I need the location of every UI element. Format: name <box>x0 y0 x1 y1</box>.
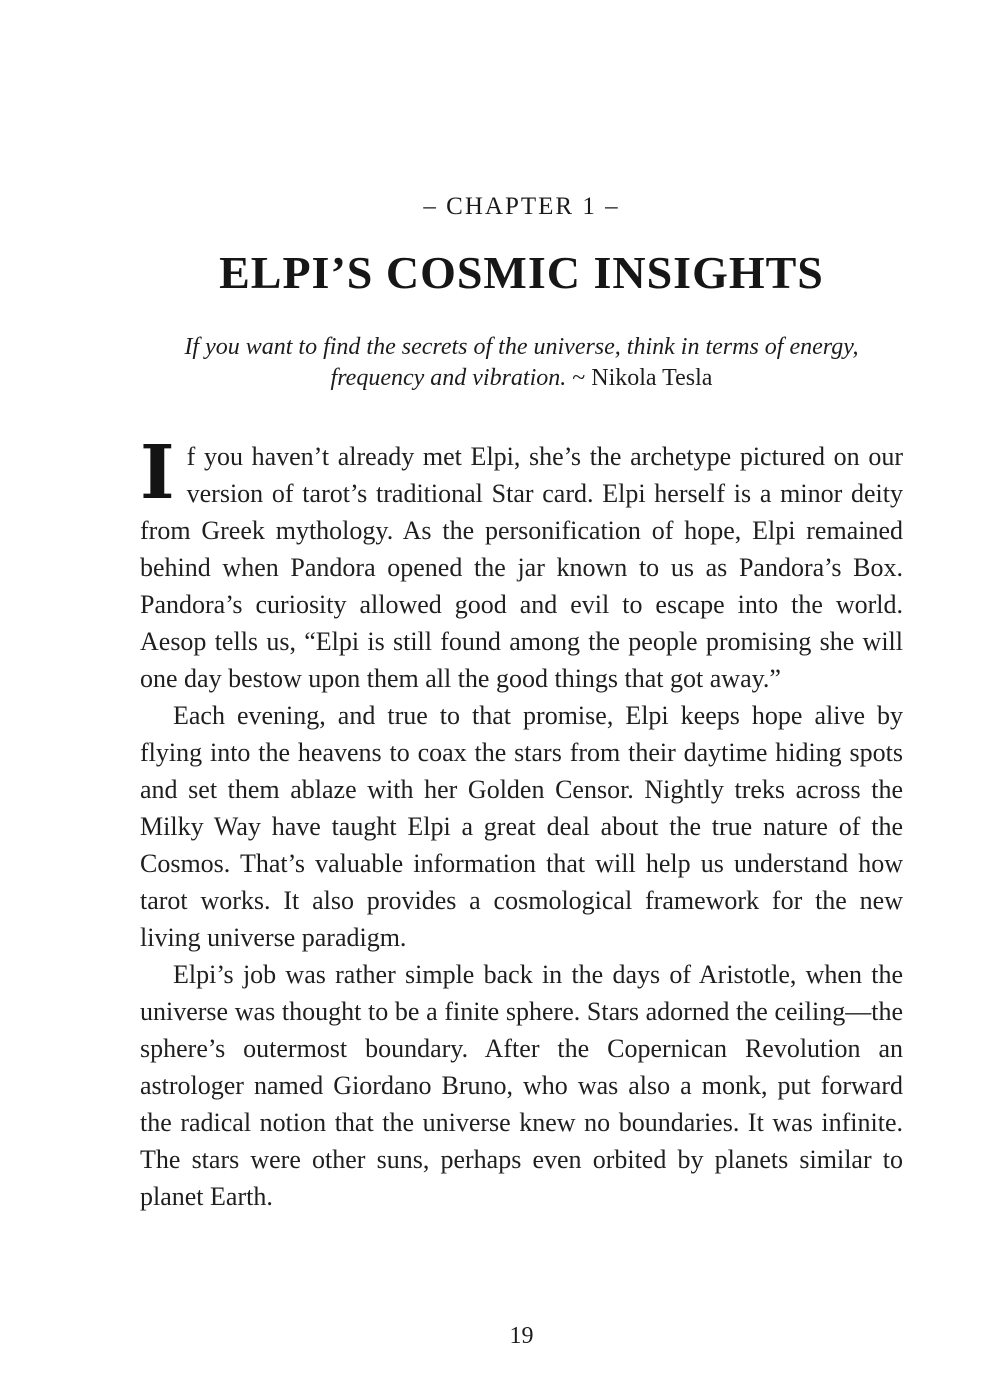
chapter-header <box>140 193 903 298</box>
paragraph-1 <box>140 430 903 697</box>
epigraph <box>177 332 867 394</box>
page-footer <box>140 1323 903 1350</box>
paragraph-2-text: Each evening, and true to that promise, Elpi keeps hope alive by flying into the heavens to coax the stars from their daytime hiding spots and set them ablaze with her Golden Censor. Nightly treks across the Milky Way have taught Elpi a great deal about the true nature of the Cosmos. That’s valuable information that will help us understand how tarot works. It also provides a cosmological framework for the new living universe paradigm. <box>140 701 903 953</box>
chapter-body <box>140 430 903 1215</box>
chapter-label: – CHAPTER 1 – <box>423 193 620 220</box>
drop-cap: I <box>140 430 175 517</box>
paragraph-1-text: f you haven’t already met Elpi, she’s the archetype pictured on our version of tarot’s traditional Star card. Elpi herself is a minor deity from Greek mythology. As the personification of hope, Elpi remained behind when Pandora opened the jar known to us as Pandora’s Box. Pandora’s curiosity allowed good and evil to escape into the world. Aesop tells us, “Elpi is still found among the people promising she will one day bestow upon them all the good things that got away.” <box>140 442 903 694</box>
epigraph-quote: If you want to find the secrets of the universe, think in terms of energy, frequency and vibration. <box>184 334 859 392</box>
paragraph-3 <box>140 956 903 1215</box>
chapter-title: ELPI’S COSMIC INSIGHTS <box>219 246 824 298</box>
paragraph-2 <box>140 697 903 956</box>
paragraph-3-text: Elpi’s job was rather simple back in the days of Aristotle, when the universe was thought to be a finite sphere. Stars adorned the ceiling—the sphere’s outermost boundary. After the Copernican Revolution an astrologer named Giordano Bruno, who was also a monk, put forward the radical notion that the universe knew no boundaries. It was infinite. The stars were other suns, perhaps even orbited by planets similar to planet Earth. <box>140 960 903 1212</box>
epigraph-attribution: Nikola Tesla <box>591 365 713 392</box>
epigraph-separator: ~ <box>572 365 586 392</box>
page-number: 19 <box>509 1323 534 1349</box>
